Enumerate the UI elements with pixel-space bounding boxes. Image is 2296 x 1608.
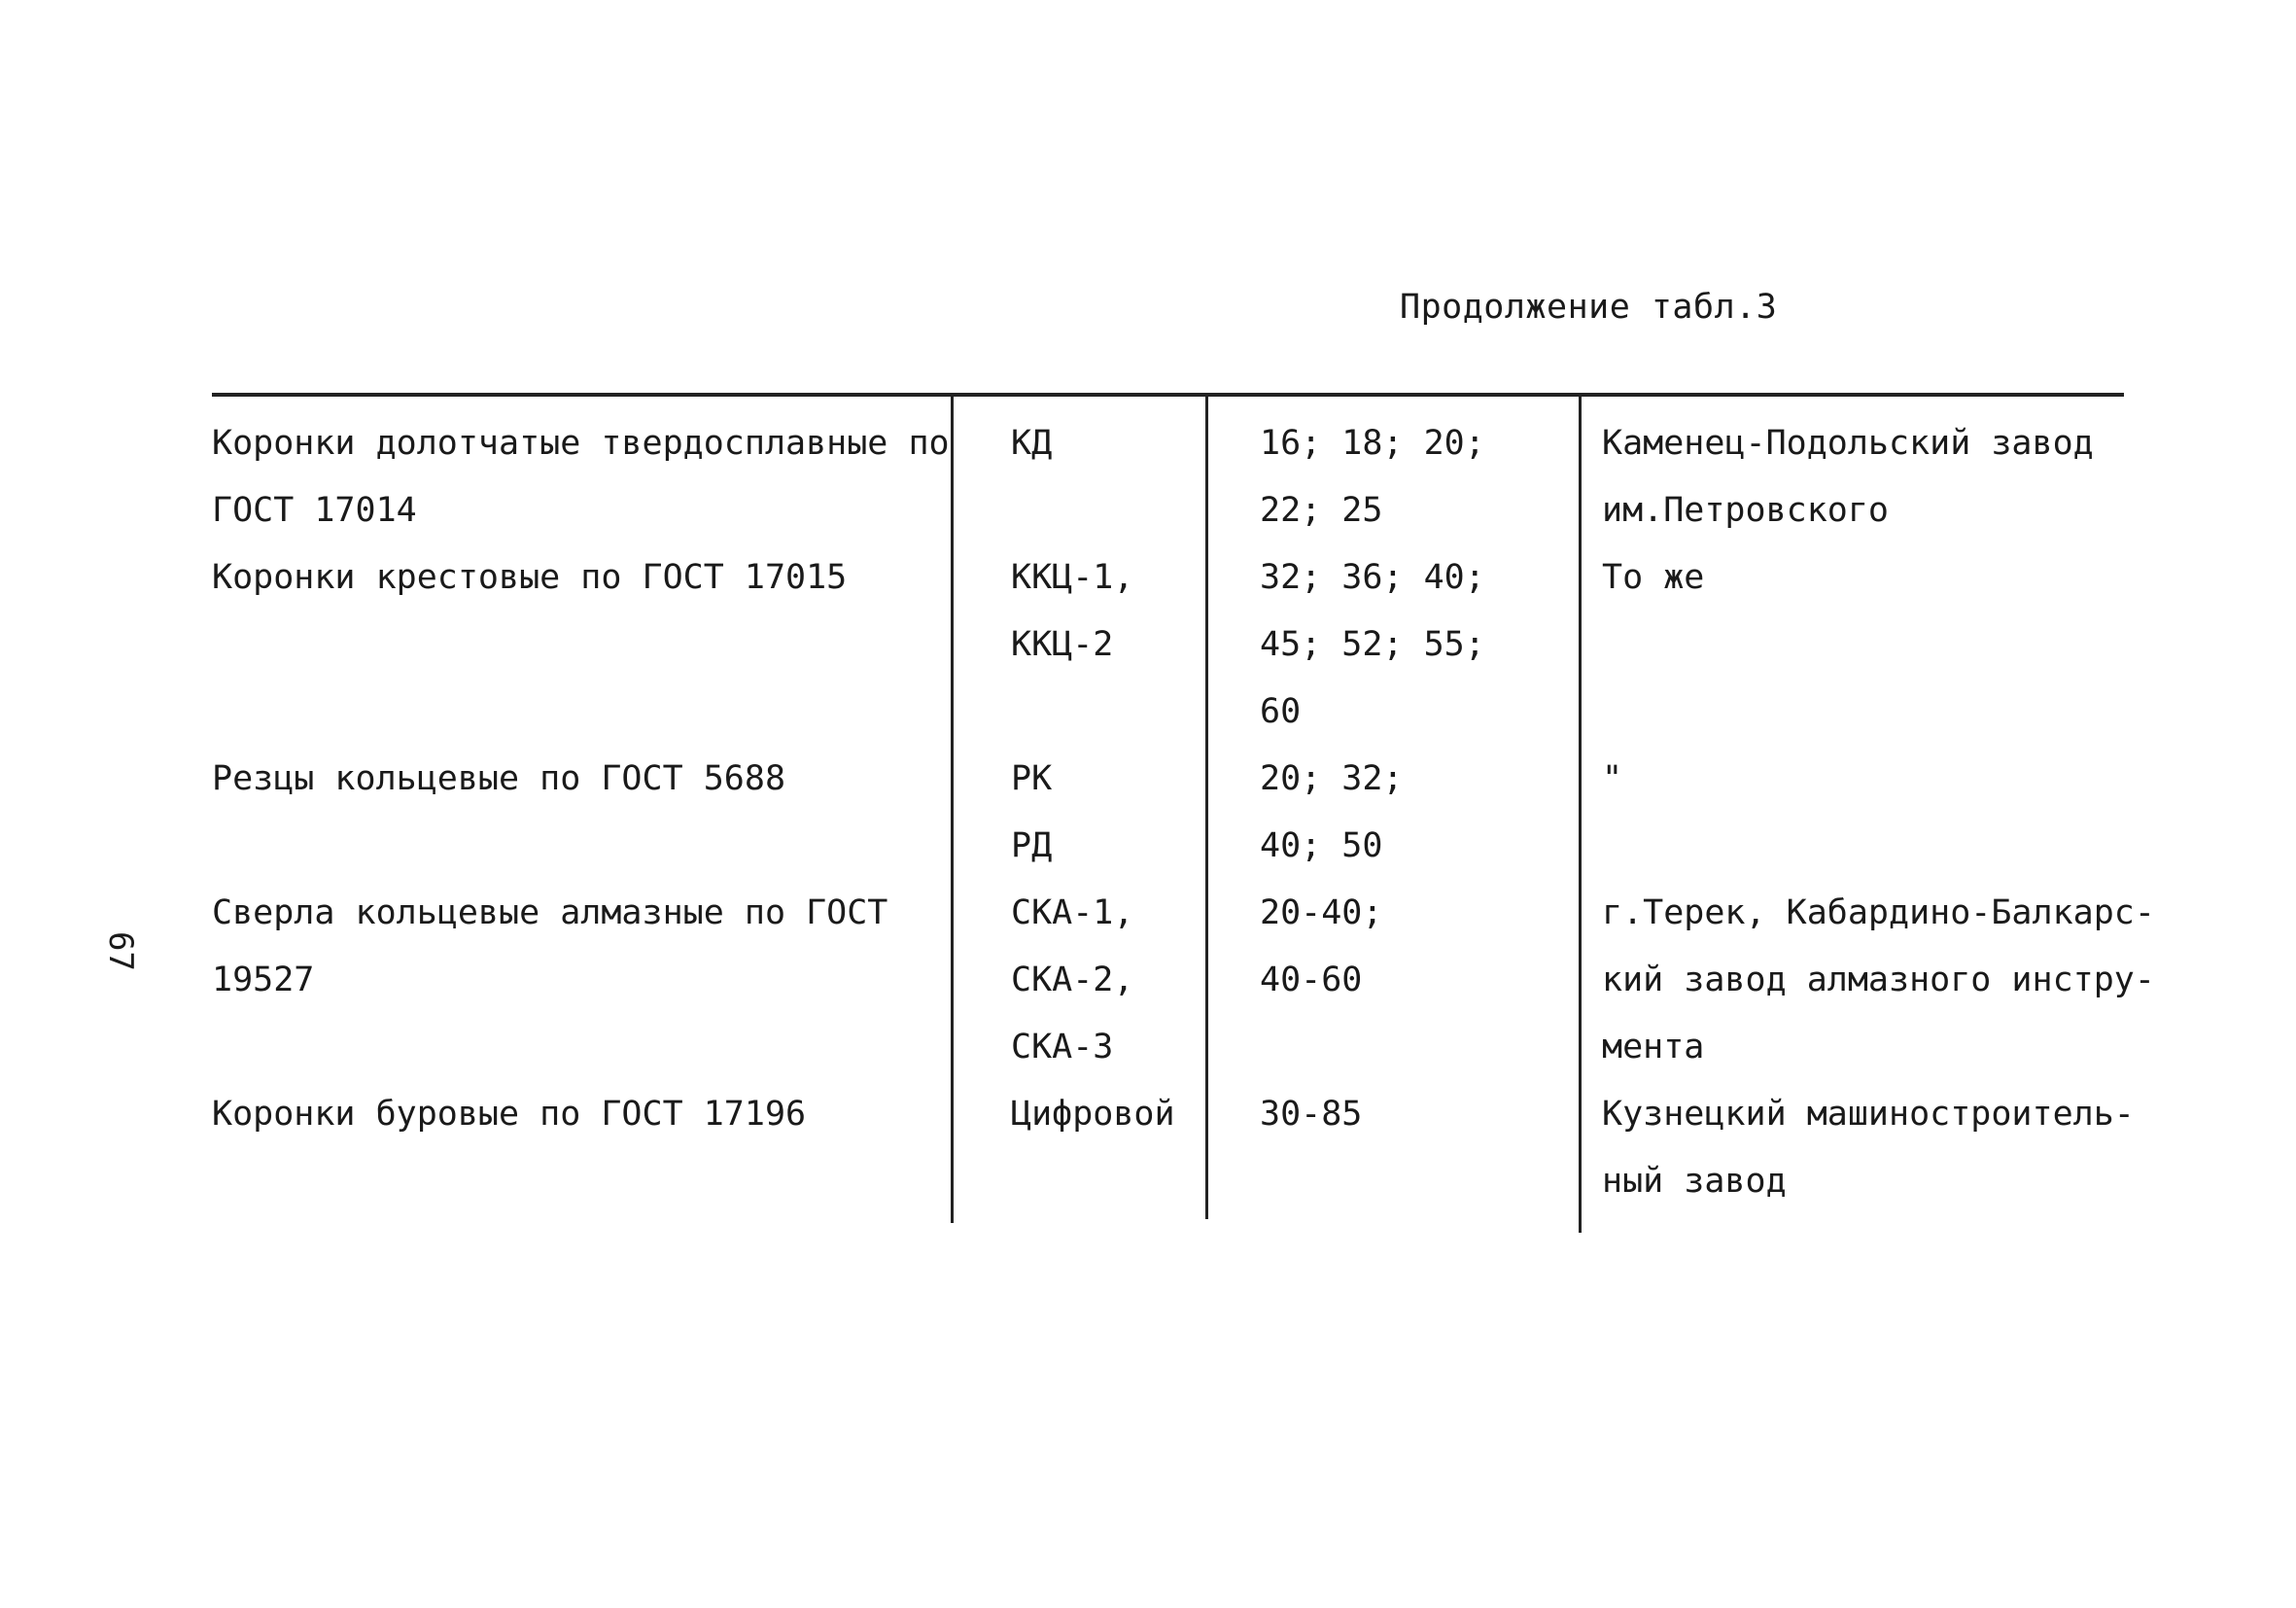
tool-sizes: 30-85 xyxy=(1260,1095,1363,1134)
tool-sizes: 40-60 xyxy=(1260,961,1363,999)
page-number: 67 xyxy=(101,931,140,971)
tool-name-line: Коронки крестовые по ГОСТ 17015 xyxy=(212,558,848,597)
tool-mark: Цифровой xyxy=(1011,1095,1175,1134)
tool-mark: КД xyxy=(1011,424,1053,463)
tool-sizes: 20-40; xyxy=(1260,893,1383,932)
table-caption: Продолжение табл.3 xyxy=(1400,288,1778,327)
tool-name-line: 19527 xyxy=(212,961,315,999)
tool-mark: РД xyxy=(1011,826,1053,865)
tool-sizes: 22; 25 xyxy=(1260,491,1383,530)
tool-mark: ККЦ-1, xyxy=(1011,558,1134,597)
tool-mark: СКА-2, xyxy=(1011,961,1134,999)
column-divider xyxy=(1579,395,1582,1233)
tool-sizes: 60 xyxy=(1260,692,1302,731)
tool-mark: СКА-1, xyxy=(1011,893,1134,932)
column-divider xyxy=(1205,395,1208,1219)
tool-mark: РК xyxy=(1011,759,1053,798)
tool-mark: СКА-3 xyxy=(1011,1028,1114,1066)
manufacturer: То же xyxy=(1602,558,1705,597)
tool-sizes: 20; 32; xyxy=(1260,759,1404,798)
manufacturer: г.Терек, Кабардино-Балкарс- xyxy=(1602,893,2155,932)
tool-name-line: Сверла кольцевые алмазные по ГОСТ xyxy=(212,893,888,932)
manufacturer: мента xyxy=(1602,1028,1705,1066)
tool-mark: ККЦ-2 xyxy=(1011,625,1114,664)
tool-sizes: 32; 36; 40; xyxy=(1260,558,1485,597)
column-divider xyxy=(951,395,954,1223)
manufacturer: Кузнецкий машиностроитель- xyxy=(1602,1095,2135,1134)
tool-name-line: ГОСТ 17014 xyxy=(212,491,417,530)
tool-sizes: 40; 50 xyxy=(1260,826,1383,865)
table-top-rule xyxy=(212,393,2124,397)
manufacturer: им.Петровского xyxy=(1602,491,1890,530)
manufacturer: кий завод алмазного инстру- xyxy=(1602,961,2155,999)
tool-sizes: 45; 52; 55; xyxy=(1260,625,1485,664)
manufacturer: " xyxy=(1602,759,1623,798)
tool-sizes: 16; 18; 20; xyxy=(1260,424,1485,463)
manufacturer: ный завод xyxy=(1602,1162,1787,1201)
manufacturer: Каменец-Подольский завод xyxy=(1602,424,2094,463)
tool-name-line: Коронки долотчатые твердосплавные по xyxy=(212,424,950,463)
tool-name-line: Резцы кольцевые по ГОСТ 5688 xyxy=(212,759,786,798)
tool-name-line: Коронки буровые по ГОСТ 17196 xyxy=(212,1095,807,1134)
